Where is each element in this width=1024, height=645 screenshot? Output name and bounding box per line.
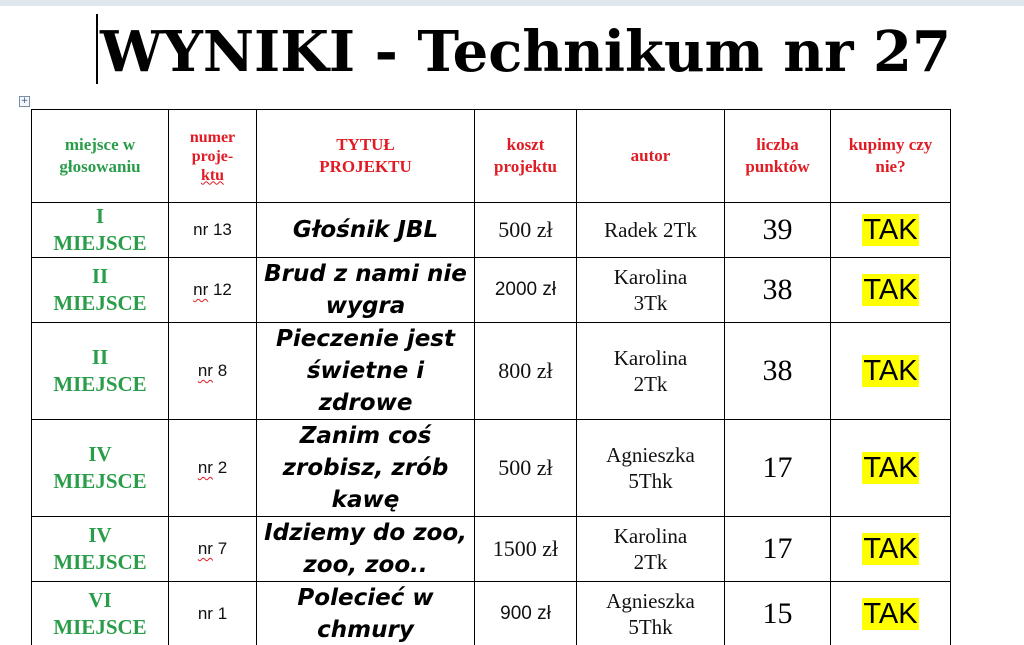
place-cell [32, 420, 169, 517]
header-cost: koszt projektu [475, 110, 577, 203]
points-cell: 38 [725, 323, 831, 420]
points-cell: 15 [725, 582, 831, 645]
table-row [32, 258, 951, 323]
number-prefix: nr [197, 539, 213, 558]
project-number-cell [169, 258, 257, 323]
header-row [32, 110, 951, 203]
buy-badge: TAK [863, 597, 918, 630]
header-buy: kupimy czy nie? [831, 110, 951, 203]
buy-cell [831, 420, 951, 517]
project-number-cell [169, 582, 257, 645]
place-cell [32, 203, 169, 258]
buy-cell [831, 582, 951, 645]
author-cell: Karolina 2Tk [577, 517, 725, 582]
table-row [32, 203, 951, 258]
header-number-line2: proje- [191, 147, 234, 165]
author-cell: Karolina 3Tk [577, 258, 725, 323]
header-number [169, 110, 257, 203]
table-row [32, 420, 951, 517]
points-cell: 39 [725, 203, 831, 258]
place-rank: I [95, 204, 105, 228]
place-label: MIEJSCE [53, 550, 147, 574]
table-row [32, 323, 951, 420]
buy-cell [831, 258, 951, 323]
project-cost-cell: 900 zł [475, 582, 577, 645]
buy-cell [831, 323, 951, 420]
project-title-cell: Pieczenie jest świetne i zdrowe [257, 323, 475, 420]
number-prefix: nr [193, 220, 209, 239]
project-cost-cell: 1500 zł [475, 517, 577, 582]
author-cell: Karolina 2Tk [577, 323, 725, 420]
project-cost-cell: 800 zł [475, 323, 577, 420]
place-rank: II [91, 264, 109, 288]
header-number-line1: numer [189, 128, 236, 146]
buy-badge: TAK [863, 273, 918, 306]
project-number-cell [169, 323, 257, 420]
place-label: MIEJSCE [53, 291, 147, 315]
ruler-bar [0, 0, 1024, 6]
number-prefix: nr [197, 458, 213, 477]
buy-cell [831, 517, 951, 582]
place-rank: VI [88, 588, 112, 612]
place-cell [32, 582, 169, 645]
number-prefix: nr [197, 604, 213, 623]
header-place: miejsce w głosowaniu [32, 110, 169, 203]
place-rank: IV [88, 523, 112, 547]
number-value: 13 [212, 220, 232, 239]
number-value: 8 [217, 361, 228, 380]
project-number-cell [169, 420, 257, 517]
project-title-cell: Głośnik JBL [257, 203, 475, 258]
number-prefix: nr [193, 280, 209, 299]
place-cell [32, 258, 169, 323]
number-prefix: nr [197, 361, 213, 380]
buy-badge: TAK [863, 354, 918, 387]
place-label: MIEJSCE [53, 615, 147, 639]
number-value: 12 [212, 280, 232, 299]
number-value: 2 [217, 458, 228, 477]
table-row [32, 582, 951, 645]
project-title-cell: Idziemy do zoo, zoo, zoo.. [257, 517, 475, 582]
buy-badge: TAK [863, 213, 918, 246]
table-move-handle-icon[interactable]: + [20, 96, 29, 106]
project-title-cell: Polecieć w chmury [257, 582, 475, 645]
place-label: MIEJSCE [53, 231, 147, 255]
buy-badge: TAK [863, 451, 918, 484]
header-number-line3: ktu [200, 166, 225, 184]
points-cell: 38 [725, 258, 831, 323]
project-title-cell: Brud z nami nie wygra [257, 258, 475, 323]
project-number-cell [169, 517, 257, 582]
place-rank: II [91, 345, 109, 369]
number-value: 1 [217, 604, 228, 623]
project-title-cell: Zanim coś zrobisz, zrób kawę [257, 420, 475, 517]
project-number-cell [169, 203, 257, 258]
table-row [32, 517, 951, 582]
document-title[interactable]: WYNIKI - Technikum nr 27 [100, 19, 951, 85]
points-cell: 17 [725, 420, 831, 517]
author-cell: Radek 2Tk [577, 203, 725, 258]
project-cost-cell: 500 zł [475, 203, 577, 258]
project-cost-cell: 500 zł [475, 420, 577, 517]
place-label: MIEJSCE [53, 469, 147, 493]
place-cell [32, 323, 169, 420]
buy-badge: TAK [863, 532, 918, 565]
place-rank: IV [88, 442, 112, 466]
results-table [31, 109, 951, 645]
header-author: autor [577, 110, 725, 203]
header-points: liczba punktów [725, 110, 831, 203]
project-cost-cell: 2000 zł [475, 258, 577, 323]
place-cell [32, 517, 169, 582]
place-label: MIEJSCE [53, 372, 147, 396]
author-cell: Agnieszka 5Thk [577, 420, 725, 517]
number-value: 7 [217, 539, 228, 558]
author-cell: Agnieszka 5Thk [577, 582, 725, 645]
points-cell: 17 [725, 517, 831, 582]
header-title: TYTUŁ PROJEKTU [257, 110, 475, 203]
buy-cell [831, 203, 951, 258]
text-cursor [96, 14, 98, 84]
